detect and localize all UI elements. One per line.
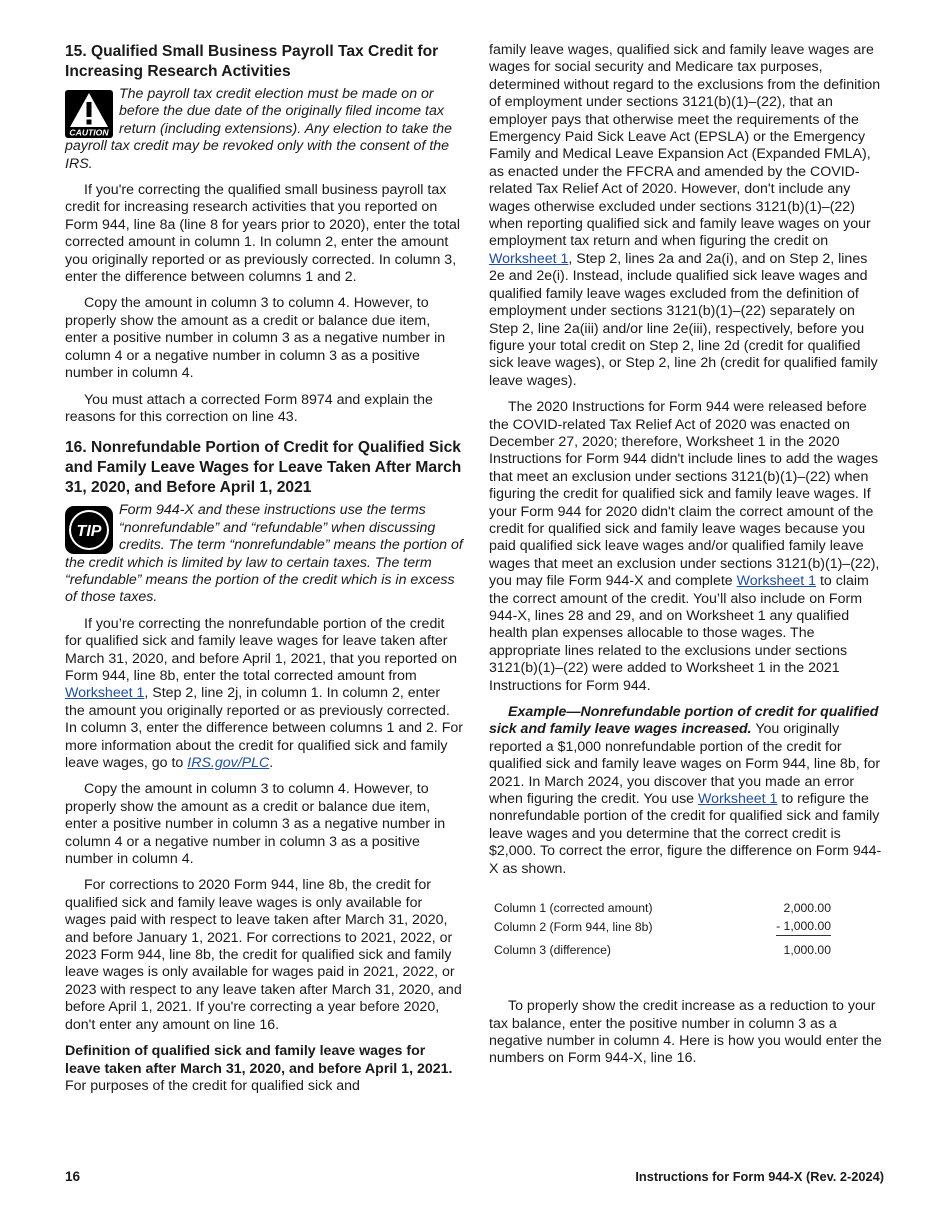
caution-text: The payroll tax credit election must be made on or before the due date of the originally filed income tax return (including extensions). Any election to take the payroll tax credit may be revoked only with the consent of the IRS.: [65, 86, 453, 172]
page-number: 16: [65, 1169, 81, 1184]
continued-paragraph: [489, 42, 887, 390]
closing-paragraph: To properly show the credit increase as a reduction to your tax balance, enter the positive number in column 3 as a negative number in column 4. Here is how you would enter the numbers on Form 944-X, line 16.: [489, 998, 882, 1067]
table-row: [494, 918, 831, 938]
table-value-cell: [744, 918, 831, 938]
section-15-paragraph-3: You must attach a corrected Form 8974 and explain the reasons for this correction on line 43.: [65, 391, 433, 425]
section-16-paragraph-1-text-b: , Step 2, line 2j, in column 1. In column 2, enter the amount you originally reported or as previously corrected. In column 3, enter the difference between columns 1 and 2. For more information about the credit for qualified sick and family leave wages, go to: [65, 685, 464, 771]
continued-paragraph-text-a: family leave wages, qualified sick and family leave wages are wages for social security and Medicare tax purposes, determined without regard to the exclusions from the definition of employment under sections 3121(b)(1)–(22), that an employer pays that otherwise meet the requirements of the Emergency Paid Sick Leave Act (EPSLA) or the Emergency Family and Medical Leave Expansion Act (Expanded FMLA), as enacted under the FFCRA and amended by the COVID-related Tax Relief Act of 2020. However, don't include any wages otherwise excluded under sections 3121(b)(1)–(22) when reporting qualified sick and family leave wages on your employment tax return and when figuring the credit on: [489, 42, 881, 250]
section-16-heading: 16. Nonrefundable Portion of Credit for Qualified Sick and Family Leave Wages for Leave Taken After March 31, 2020, and Before April 1, 2021: [65, 439, 462, 497]
form-title-footer: Instructions for Form 944-X (Rev. 2-2024): [635, 1169, 884, 1184]
example-text-b: to refigure the nonrefundable portion of the credit for qualified sick and family leave wages and you determine that the correct credit is $2,000. To correct the error, figure the difference on Form 944-X as shown.: [489, 791, 882, 877]
table-value: - 1,000.00: [776, 919, 831, 936]
instructions-2020-text-b: to claim the correct amount of the credit. You’ll also include on Form 944-X, lines 28 and 29, and on Worksheet 1 any qualified health plan expenses allocable to those wages. The appropriate lines related to the exclusions under sections 3121(b)(1)–(22) were added to Worksheet 1 in the 2021 Instructions for Form 944.: [489, 573, 869, 694]
section-15-paragraph-1: If you're correcting the qualified small business payroll tax credit for increasing research activities that you reported on Form 944, line 8a (line 8 for years prior to 2020), enter the total corrected amount in column 1. In column 2, enter the amount you originally reported or as previously corrected. In column 3, enter the difference between columns 1 and 2.: [65, 182, 461, 286]
irs-plc-link[interactable]: IRS.gov/PLC: [187, 755, 270, 771]
table-value: 1,000.00: [783, 943, 831, 958]
section-16-paragraph-3: For corrections to 2020 Form 944, line 8b, the credit for qualified sick and family leave wages is only available for wages paid with respect to leave taken after March 31, 2020, and before January 1, 2021. For corrections to 2021, 2022, or 2023 Form 944, line 8b, the credit for qualified sick and family leave wages is only available for wages paid in 2021, 2022, or 2023 with respect to any leave taken after March 31, 2020, and before April 1, 2021. If you're correcting a year before 2020, don't enter any amount on line 16.: [65, 877, 462, 1033]
tip-label: TIP: [76, 523, 102, 541]
worksheet-1-link[interactable]: Worksheet 1: [489, 250, 569, 267]
right-column: [489, 42, 887, 1077]
caution-notice: [65, 86, 463, 173]
worksheet-1-link[interactable]: Worksheet 1: [698, 791, 778, 808]
definition-heading: Definition of qualified sick and family leave wages for leave taken after March 31, 2020, and before April 1, 2021.: [65, 1043, 453, 1077]
example-heading: Example—Nonrefundable portion of credit for qualified sick and family leave wages increased.: [489, 704, 879, 738]
table-row: [494, 938, 831, 960]
table-value: 2,000.00: [783, 901, 831, 916]
section-16-paragraph-2: Copy the amount in column 3 to column 4. However, to properly show the amount as a credit or balance due item, enter a positive number in column 3 as a negative number in column 4 or a negative number in column 3 as a positive number in column 4.: [65, 781, 446, 868]
section-15-heading: 15. Qualified Small Business Payroll Tax Credit for Increasing Research Activities: [65, 43, 439, 80]
definition-text: For purposes of the credit for qualified sick and: [65, 1077, 360, 1094]
tip-notice: [65, 502, 463, 606]
section-16-paragraph-1-text-a: If you’re correcting the nonrefundable portion of the credit for qualified sick and family leave wages for leave taken after March 31, 2020, and before April 1, 2021, that you reported on Form 944, line 8b, enter the total corrected amount from: [65, 615, 457, 684]
table-label: Column 1 (corrected amount): [494, 901, 653, 916]
section-16-paragraph-1: [65, 616, 463, 773]
table-label: Column 3 (difference): [494, 943, 611, 958]
example-table: [494, 900, 831, 960]
worksheet-1-link[interactable]: Worksheet 1: [736, 573, 817, 590]
caution-icon: [65, 90, 113, 138]
instructions-2020-text-a: The 2020 Instructions for Form 944 were released before the COVID-related Tax Relief Act of 2020 was enacted on December 27, 2020; therefore, Worksheet 1 in the 2020 Instructions for Form 944 didn't include lines to add the wages that meet an exclusion under sections 3121(b)(1)–(22) when figuring the credit for qualified sick and family leave wages. If your Form 944 for 2020 didn't claim the correct amount of the credit for qualified sick and family leave wages because you paid qualified sick leave wages and/or qualified family leave wages that meet an exclusion under sections 3121(b)(1)–(22), you may file Form 944-X and complete: [489, 399, 880, 590]
caution-label: CAUTION: [69, 127, 109, 138]
instructions-2020-paragraph: [489, 399, 887, 695]
table-row: [494, 900, 831, 918]
section-16-paragraph-1-text-c: .: [269, 755, 274, 771]
definition-paragraph: [65, 1043, 463, 1095]
tip-text: Form 944-X and these instructions use the terms “nonrefundable” and “refundable” when discussing credits. The term “nonrefundable” means the portion of the credit which is limited by law to certain taxes. The term “refundable” means the portion of the credit which is in excess of those taxes.: [65, 502, 463, 606]
example-paragraph: [489, 704, 887, 878]
section-15-paragraph-2: Copy the amount in column 3 to column 4. However, to properly show the amount as a credit or balance due item, enter a positive number in column 3 as a negative number in column 4 or a negative number in column 3 as a positive number in column 4.: [65, 295, 446, 382]
worksheet-1-link[interactable]: Worksheet 1: [65, 685, 145, 702]
left-column: [65, 42, 463, 1104]
example-text-a: You originally reported a $1,000 nonrefundable portion of the credit for qualified sick and family leave wages on Form 944, line 8b, for 2021. In March 2024, you discover that you made an error when figuring the credit. You use: [489, 721, 881, 808]
continued-paragraph-text-b: , Step 2, lines 2a and 2a(i), and on Step 2, lines 2e and 2e(i). Instead, include qualified sick leave wages and qualified family leave wages excluded from the definition of employment under sections 3121(b)(1)–(22) separately on Step 2, line 2a(iii) and/or line 2e(iii), respectively, before you figure your total credit on Step 2, line 2d (credit for qualified sick leave wages), or Step 2, line 2h (credit for qualified family leave wages).: [489, 250, 878, 389]
table-label: Column 2 (Form 944, line 8b): [494, 920, 653, 935]
tip-icon: [65, 506, 113, 554]
